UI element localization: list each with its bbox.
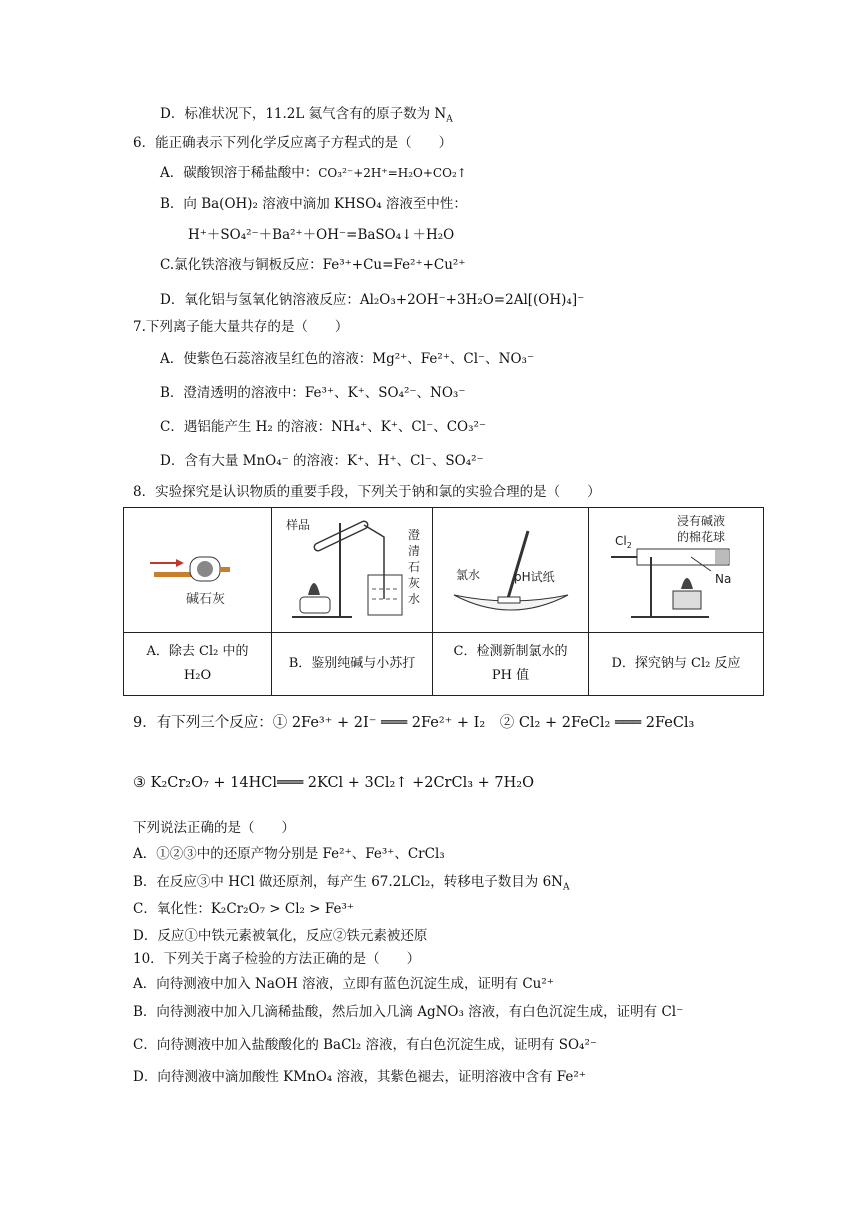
gas-flow-arrowhead <box>176 559 184 567</box>
delivery-tube <box>364 525 384 599</box>
cotton-ball <box>715 550 729 564</box>
q5-option-d: D．标准状况下，11.2L 氦气含有的原子数为 $N_A$ <box>160 106 453 125</box>
ph-paper-strip <box>498 597 520 603</box>
q9-option-c: C．氧化性：K₂Cr₂O₇ > Cl₂ > Fe³⁺ <box>133 901 355 917</box>
q7-option-a: A．使紫色石蕊溶液呈红色的溶液：Mg²⁺、Fe²⁺、Cl⁻、NO₃⁻ <box>160 351 535 367</box>
q8-caption-a: A．除去 Cl₂ 中的 H₂O <box>124 633 272 696</box>
q9-option-d: D．反应①中铁元素被氧化，反应②铁元素被还原 <box>133 928 428 944</box>
sodium-chlorine-figure <box>591 509 761 627</box>
q7-option-b: B．澄清透明的溶液中：Fe³⁺、K⁺、SO₄²⁻、NO₃⁻ <box>160 385 466 401</box>
q7-option-d: D．含有大量 MnO₄⁻ 的溶液：K⁺、H⁺、Cl⁻、SO₄²⁻ <box>160 453 484 469</box>
q8-caption-b: B．鉴别纯碱与小苏打 <box>272 633 433 696</box>
q8-experiment-table <box>123 507 764 696</box>
q6-option-b: B．向 Ba(OH)₂ 溶液中滴加 KHSO₄ 溶液至中性： <box>160 196 467 212</box>
alcohol-lamp <box>300 597 330 613</box>
cotton-label-1: 浸有碱液 <box>677 514 726 528</box>
cotton-label-2: 的棉花球 <box>677 530 726 544</box>
na-label: Na <box>715 572 732 586</box>
q8-caption-d: D．探究钠与 Cl₂ 反应 <box>589 633 764 696</box>
q8-figure-c <box>433 508 589 633</box>
q9-stem: 9．有下列三个反应：① 2Fe³⁺ + 2I⁻ ═══ 2Fe²⁺ + I₂ ② Cl₂ + 2FeCl₂ ═══ 2FeCl₃ <box>133 715 695 731</box>
q7-stem: 7.下列离子能大量共存的是（ ） <box>133 319 349 335</box>
q6-stem: 6．能正确表示下列化学反应离子方程式的是（ ） <box>133 135 453 151</box>
limewater-label-4: 灰 <box>408 576 421 590</box>
limewater-label-1: 澄 <box>408 528 421 542</box>
ph-test-figure <box>436 513 586 623</box>
soda-lime-label: 碱石灰 <box>185 592 225 607</box>
q8-figure-b <box>272 508 433 633</box>
q10-stem: 10．下列关于离子检验的方法正确的是（ ） <box>133 951 421 967</box>
drying-tube-figure <box>128 523 268 613</box>
chlorine-water-label: 氯水 <box>455 568 480 582</box>
cl2-label: $Cl_2$ <box>615 534 632 550</box>
q8-figure-d <box>589 508 764 633</box>
q6-option-a: A．碳酸钡溶于稀盐酸中：CO₃²⁻+2H⁺=H₂O+CO₂↑ <box>160 165 467 181</box>
q9-option-a: A．①②③中的还原产物分别是 Fe²⁺、Fe³⁺、CrCl₃ <box>133 846 445 862</box>
limewater-label-3: 石 <box>408 560 421 574</box>
q10-option-a: A．向待测液中加入 NaOH 溶液，立即有蓝色沉淀生成，证明有 Cu²⁺ <box>133 976 554 992</box>
sample-label: 样品 <box>286 518 311 532</box>
soda-lime-granules <box>197 561 213 577</box>
q7-option-c: C．遇铝能产生 H₂ 的溶液：NH₄⁺、K⁺、Cl⁻、CO₃²⁻ <box>160 419 487 435</box>
limewater-label-5: 水 <box>408 592 421 606</box>
q10-option-b: B．向待测液中加入几滴稀盐酸，然后加入几滴 AgNO₃ 溶液，有白色沉淀生成，证明有 Cl⁻ <box>133 1004 684 1020</box>
q8-caption-c: C．检测新制氯水的 PH 值 <box>433 633 589 696</box>
flame <box>308 583 320 595</box>
limewater-label-2: 清 <box>408 544 421 558</box>
q6-option-c: C.氯化铁溶液与铜板反应：Fe³⁺+Cu=Fe²⁺+Cu²⁺ <box>160 257 466 273</box>
outlet-tube <box>220 567 230 572</box>
alcohol-lamp <box>673 591 701 609</box>
heating-test-figure <box>272 509 432 627</box>
q8-figure-a <box>124 508 272 633</box>
q6-option-a-equation: CO₃²⁻+2H⁺=H₂O+CO₂↑ <box>318 166 467 180</box>
flame <box>681 578 693 589</box>
q8-stem: 8．实验探究是认识物质的重要手段，下列关于钠和氯的实验合理的是（ ） <box>133 484 601 500</box>
beaker <box>368 575 402 615</box>
q10-option-c: C．向待测液中加入盐酸酸化的 BaCl₂ 溶液，有白色沉淀生成，证明有 SO₄²⁻ <box>133 1037 597 1053</box>
q10-option-d: D．向待测液中滴加酸性 KMnO₄ 溶液，其紫色褪去，证明溶液中含有 Fe²⁺ <box>133 1069 586 1085</box>
q6-option-d: D．氧化铝与氢氧化钠溶液反应：Al₂O₃+2OH⁻+3H₂O=2Al[(OH)₄]⁻ <box>160 292 585 308</box>
glass-rod <box>506 531 528 605</box>
q9-question: 下列说法正确的是（ ） <box>133 820 295 836</box>
q6-option-b-equation: H⁺＋SO₄²⁻＋Ba²⁺＋OH⁻=BaSO₄↓＋H₂O <box>188 227 455 243</box>
q9-option-b: B．在反应③中 HCl 做还原剂，每产生 67.2LCl₂，转移电子数目为 $6N_A$ <box>133 874 570 893</box>
q9-reaction-3: ③ K₂Cr₂O₇ + 14HCl═══ 2KCl + 3Cl₂↑ +2CrCl₃ + 7H₂O <box>133 775 534 791</box>
ph-paper-label: pH试纸 <box>513 570 555 584</box>
